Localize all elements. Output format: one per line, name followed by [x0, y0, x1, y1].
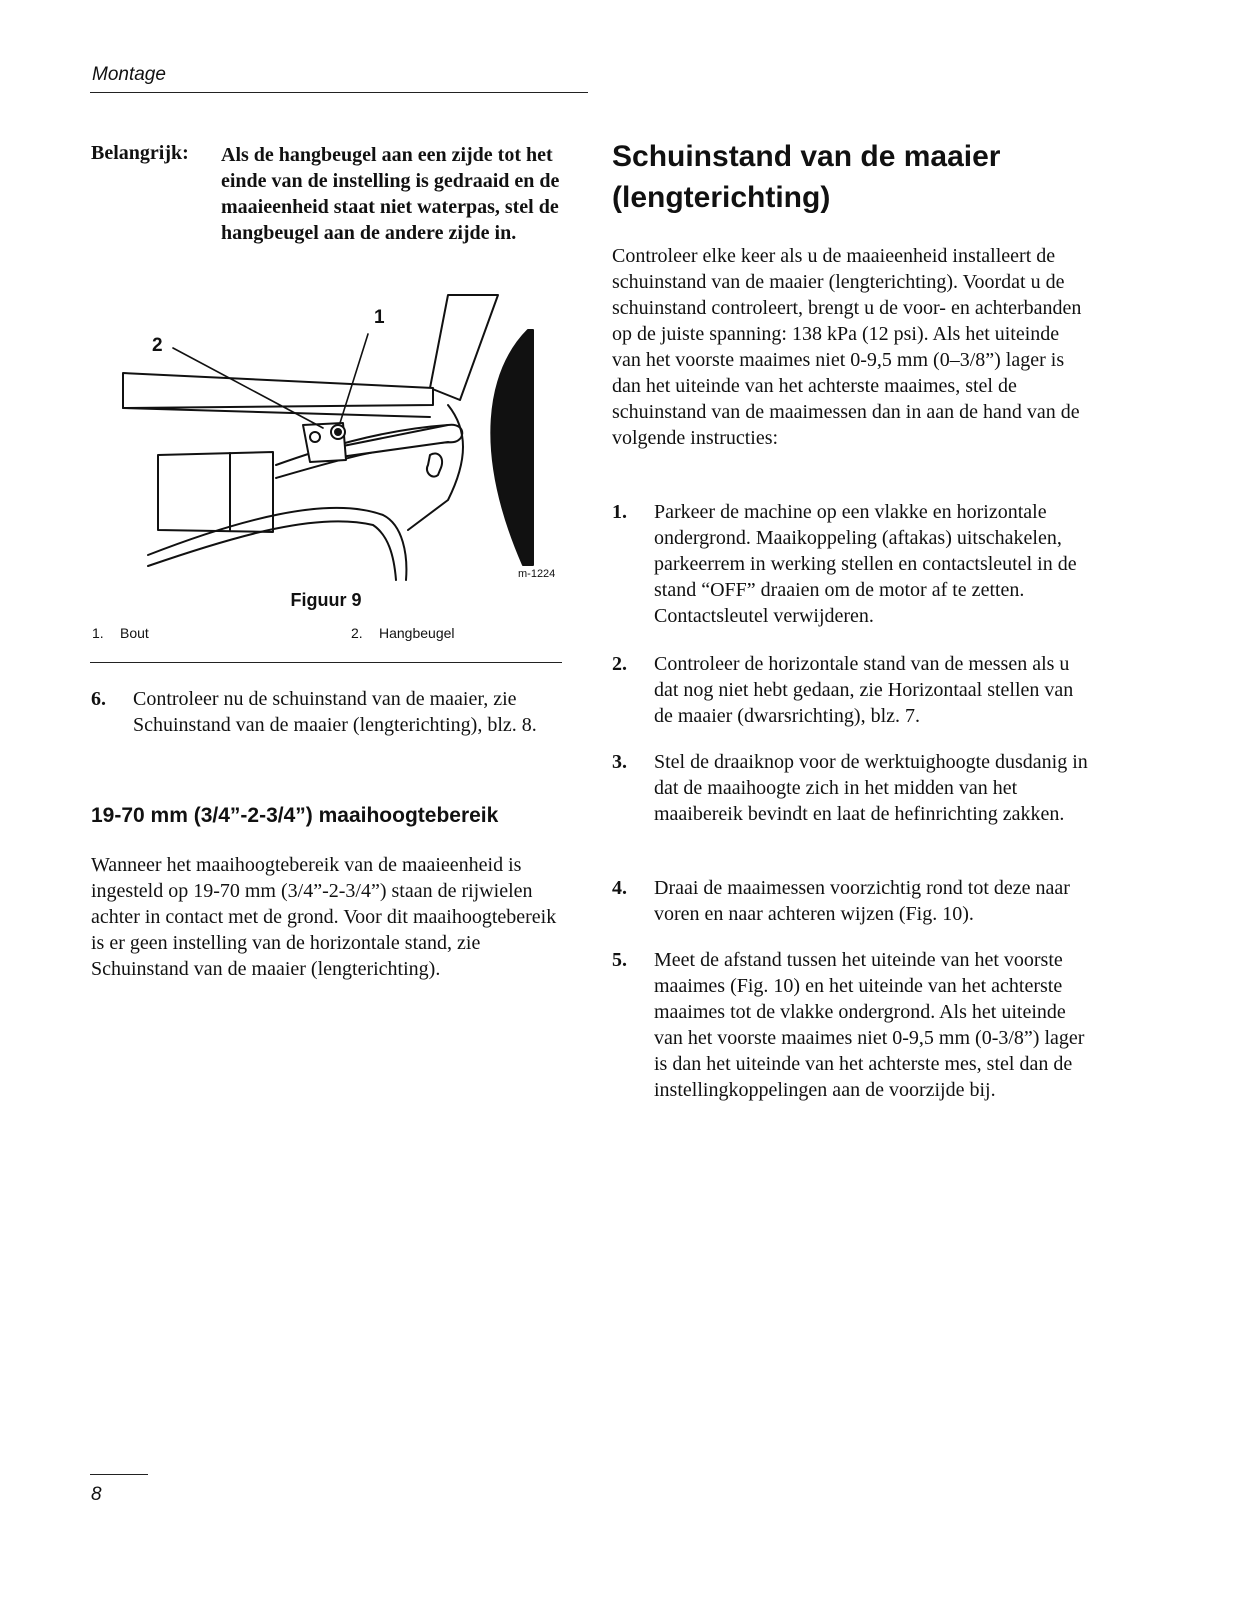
legend-label: Hangbeugel	[379, 625, 455, 641]
step-number: 3.	[612, 751, 627, 773]
section-intro: Controleer elke keer als u de maaieenheid installeert de schuinstand van de maaier (lengterichting). Voordat u de schuinstand controleert, brengt u de voor- en achterbanden op de juiste spanning: 138 kPa (12 psi). Als het uiteinde van het voorste maaimes niet 0-9,5 mm (0–3/8”) lager is dan het uiteinde van het achterste maaimes, stel de schuinstand van de maaimessen dan in aan de hand van de volgende instructies:	[612, 245, 1082, 449]
figure-caption: Figuur 9	[290, 590, 362, 610]
callout-1: 1	[374, 307, 385, 328]
running-header: Montage	[92, 64, 166, 85]
important-text: Als de hangbeugel aan een zijde tot het einde van de instelling is gedraaid en de maaieenheid staat niet waterpas, stel de hangbeugel aan de andere zijde in.	[221, 144, 560, 244]
step-item	[612, 875, 1090, 927]
step-text: Controleer nu de schuinstand van de maaier, zie Schuinstand van de maaier (lengterichting), blz. 8.	[133, 688, 537, 736]
legend-label: Bout	[120, 625, 149, 641]
legend-item	[92, 625, 149, 641]
step-text: Meet de afstand tussen het uiteinde van het voorste maaimes (Fig. 10) en het uiteinde van het achterste maaimes tot de vlakke ondergrond. Als het uiteinde van het voorste maaimes niet 0-9,5 mm (0-3/8”) lager is dan het uiteinde van het achterste mes, stel dan de instellingkoppelingen aan de voorzijde bij.	[654, 949, 1085, 1101]
step-number: 4.	[612, 877, 627, 899]
step-item	[612, 749, 1090, 853]
page-number: 8	[91, 1484, 102, 1505]
step-number: 2.	[612, 653, 627, 675]
step-number: 6.	[91, 688, 106, 710]
step-text: Controleer de horizontale stand van de messen als u dat nog niet hebt gedaan, zie Horizontaal stellen van de maaier (dwarsrichting), blz. 7.	[654, 653, 1074, 727]
step-item	[612, 499, 1090, 629]
subsection-heading: 19-70 mm (3/4”-2-3/4”) maaihoogtebereik	[91, 804, 499, 827]
step-item	[612, 947, 1090, 1137]
step-text: Draai de maaimessen voorzichtig rond tot deze naar voren en naar achteren wijzen (Fig. 10).	[654, 877, 1070, 925]
legend-number: 1.	[92, 625, 104, 641]
header-rule	[90, 92, 588, 93]
legend-number: 2.	[351, 625, 363, 641]
step-item	[612, 651, 1090, 731]
step-text: Stel de draaiknop voor de werktuighoogte dusdanig in dat de maaihoogte zich in het midden van het maaibereik bevindt en laat de hefinrichting zakken.	[654, 751, 1088, 825]
step-number: 5.	[612, 949, 627, 971]
step-text: Parkeer de machine op een vlakke en horizontale ondergrond. Maaikoppeling (aftakas) uitschakelen, parkeerrem in werking stellen en contactsleutel in de stand “OFF” draaien om de motor af te zetten. Contactsleutel verwijderen.	[654, 501, 1077, 627]
section-heading: Schuinstand van de maaier (lengterichting)	[612, 140, 1001, 214]
legend-item	[351, 625, 455, 641]
step-number: 1.	[612, 501, 627, 523]
step-item	[91, 686, 566, 766]
hanger-bracket-drawing	[118, 290, 568, 590]
figure-rule	[90, 662, 562, 663]
footer-rule	[90, 1474, 148, 1475]
callout-2: 2	[152, 335, 163, 356]
figure-code: m-1224	[518, 568, 556, 580]
important-label: Belangrijk:	[91, 142, 189, 164]
figure-9-illustration	[118, 290, 568, 590]
subsection-paragraph: Wanneer het maaihoogtebereik van de maaieenheid is ingesteld op 19-70 mm (3/4”-2-3/4”) staan de rijwielen achter in contact met de grond. Voor dit maaihoogtebereik is er geen instelling van de horizontale stand, zie Schuinstand van de maaier (lengterichting).	[91, 854, 557, 980]
